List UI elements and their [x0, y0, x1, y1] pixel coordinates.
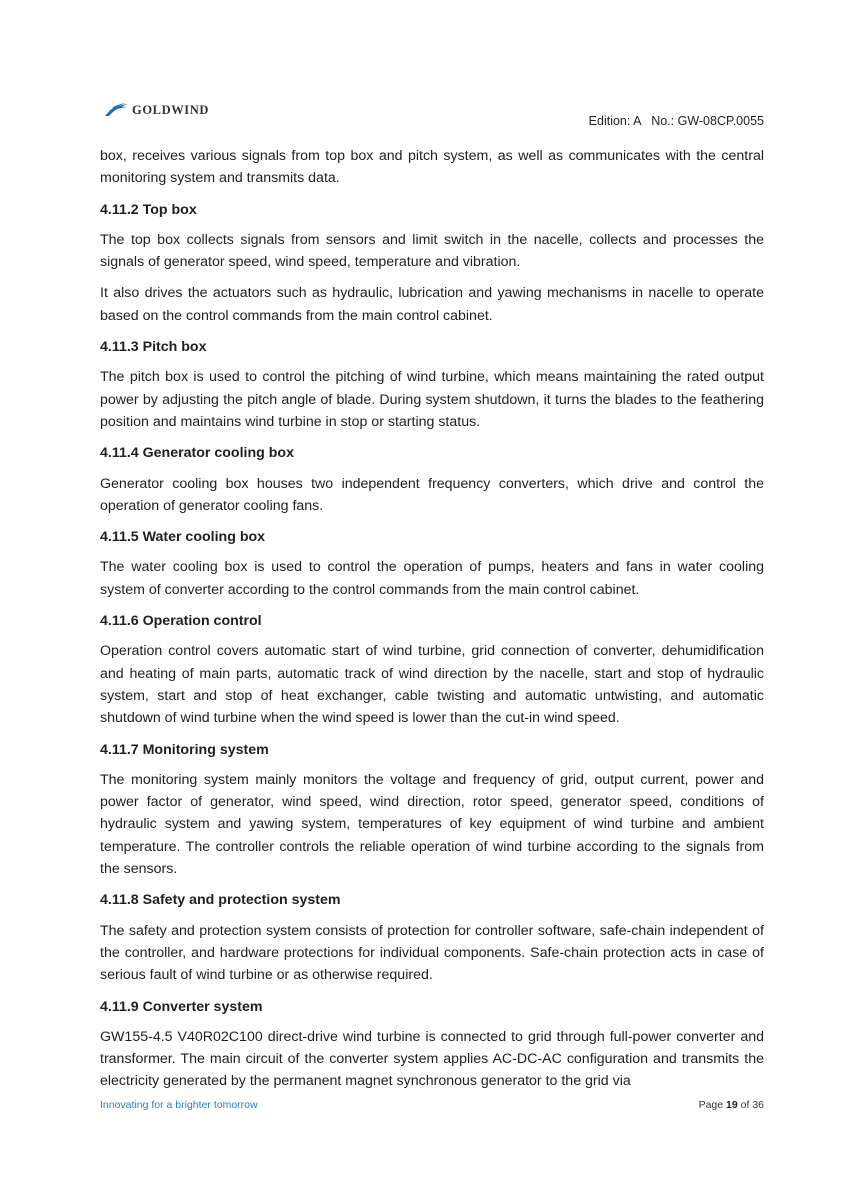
paragraph-converter-system: GW155-4.5 V40R02C100 direct-drive wind turbine is connected to grid through full-power converter and transformer. The main circuit of the converter system applies AC-DC-AC configuration and transmits the electricity generated by the permanent magnet synchronous generator to the grid via [100, 1028, 764, 1090]
heading-4-11-2: 4.11.2 Top box [100, 201, 197, 218]
footer-slogan: Innovating for a brighter tomorrow [100, 1099, 258, 1111]
paragraph-safety-protection: The safety and protection system consists of protection for controller software, safe-chain independent of the controller, and hardware protections for individual components. Safe-chain protection acts in case of serious fault of wind turbine or as otherwise required. [100, 922, 764, 984]
edition-number: Edition: A No.: GW-08CP.0055 [588, 114, 764, 128]
heading-4-11-7: 4.11.7 Monitoring system [100, 741, 269, 758]
page-body [100, 145, 764, 1102]
page-footer [100, 1099, 764, 1119]
paragraph-pitch-box: The pitch box is used to control the pitching of wind turbine, which means maintaining the rated output power by adjusting the pitch angle of blade. During system shutdown, it turns the blades to the feathering position and maintains wind turbine in stop or starting status. [100, 369, 764, 430]
heading-4-11-6: 4.11.6 Operation control [100, 613, 262, 630]
paragraph-water-cooling-box: The water cooling box is used to control the operation of pumps, heaters and fans in water cooling system of converter according to the control commands from the main control cabinet. [100, 559, 764, 598]
paragraph-top-box-2: It also drives the actuators such as hydraulic, lubrication and yawing mechanisms in nacelle to operate based on the control commands from the main control cabinet. [100, 285, 764, 324]
page-total: 36 [752, 1099, 764, 1111]
paragraph-continued: box, receives various signals from top box and pitch system, as well as communicates with the central monitoring system and transmits data. [100, 148, 764, 187]
paragraph-operation-control: Operation control covers automatic start of wind turbine, grid connection of converter, dehumidification and heating of main parts, automatic track of wind direction by the nacelle, start and stop of hydraulic system, start and stop of heat exchanger, cable twisting and automatic untwisting, and automatic shutdown of wind turbine when the wind speed is lower than the cut-in wind speed. [100, 643, 764, 727]
goldwind-logo [103, 102, 209, 118]
paragraph-monitoring-system: The monitoring system mainly monitors the voltage and frequency of grid, output current, power and power factor of generator, wind speed, wind direction, rotor speed, generator speed, conditions of hydraulic system and yawing system, temperatures of key equipment of wind turbine and ambient temperature. The controller controls the reliable operation of wind turbine according to the signals from the sensors. [100, 771, 764, 878]
page-number [699, 1099, 764, 1111]
heading-4-11-3: 4.11.3 Pitch box [100, 339, 207, 356]
heading-4-11-4: 4.11.4 Generator cooling box [100, 445, 294, 462]
heading-4-11-8: 4.11.8 Safety and protection system [100, 892, 341, 909]
heading-4-11-5: 4.11.5 Water cooling box [100, 529, 266, 546]
page-mid: of [737, 1099, 753, 1111]
paragraph-generator-cooling-box: Generator cooling box houses two independent frequency converters, which drive and control the operation of generator cooling fans. [100, 475, 764, 514]
heading-4-11-9: 4.11.9 Converter system [100, 998, 263, 1015]
page-current: 19 [726, 1099, 738, 1111]
wind-swoosh-icon [103, 102, 129, 118]
page-prefix: Page [698, 1099, 727, 1111]
logo-text: GOLDWIND [132, 102, 210, 117]
paragraph-top-box-1: The top box collects signals from sensors and limit switch in the nacelle, collects and processes the signals of generator speed, wind speed, temperature and vibration. [100, 231, 764, 271]
page-header [100, 102, 764, 132]
